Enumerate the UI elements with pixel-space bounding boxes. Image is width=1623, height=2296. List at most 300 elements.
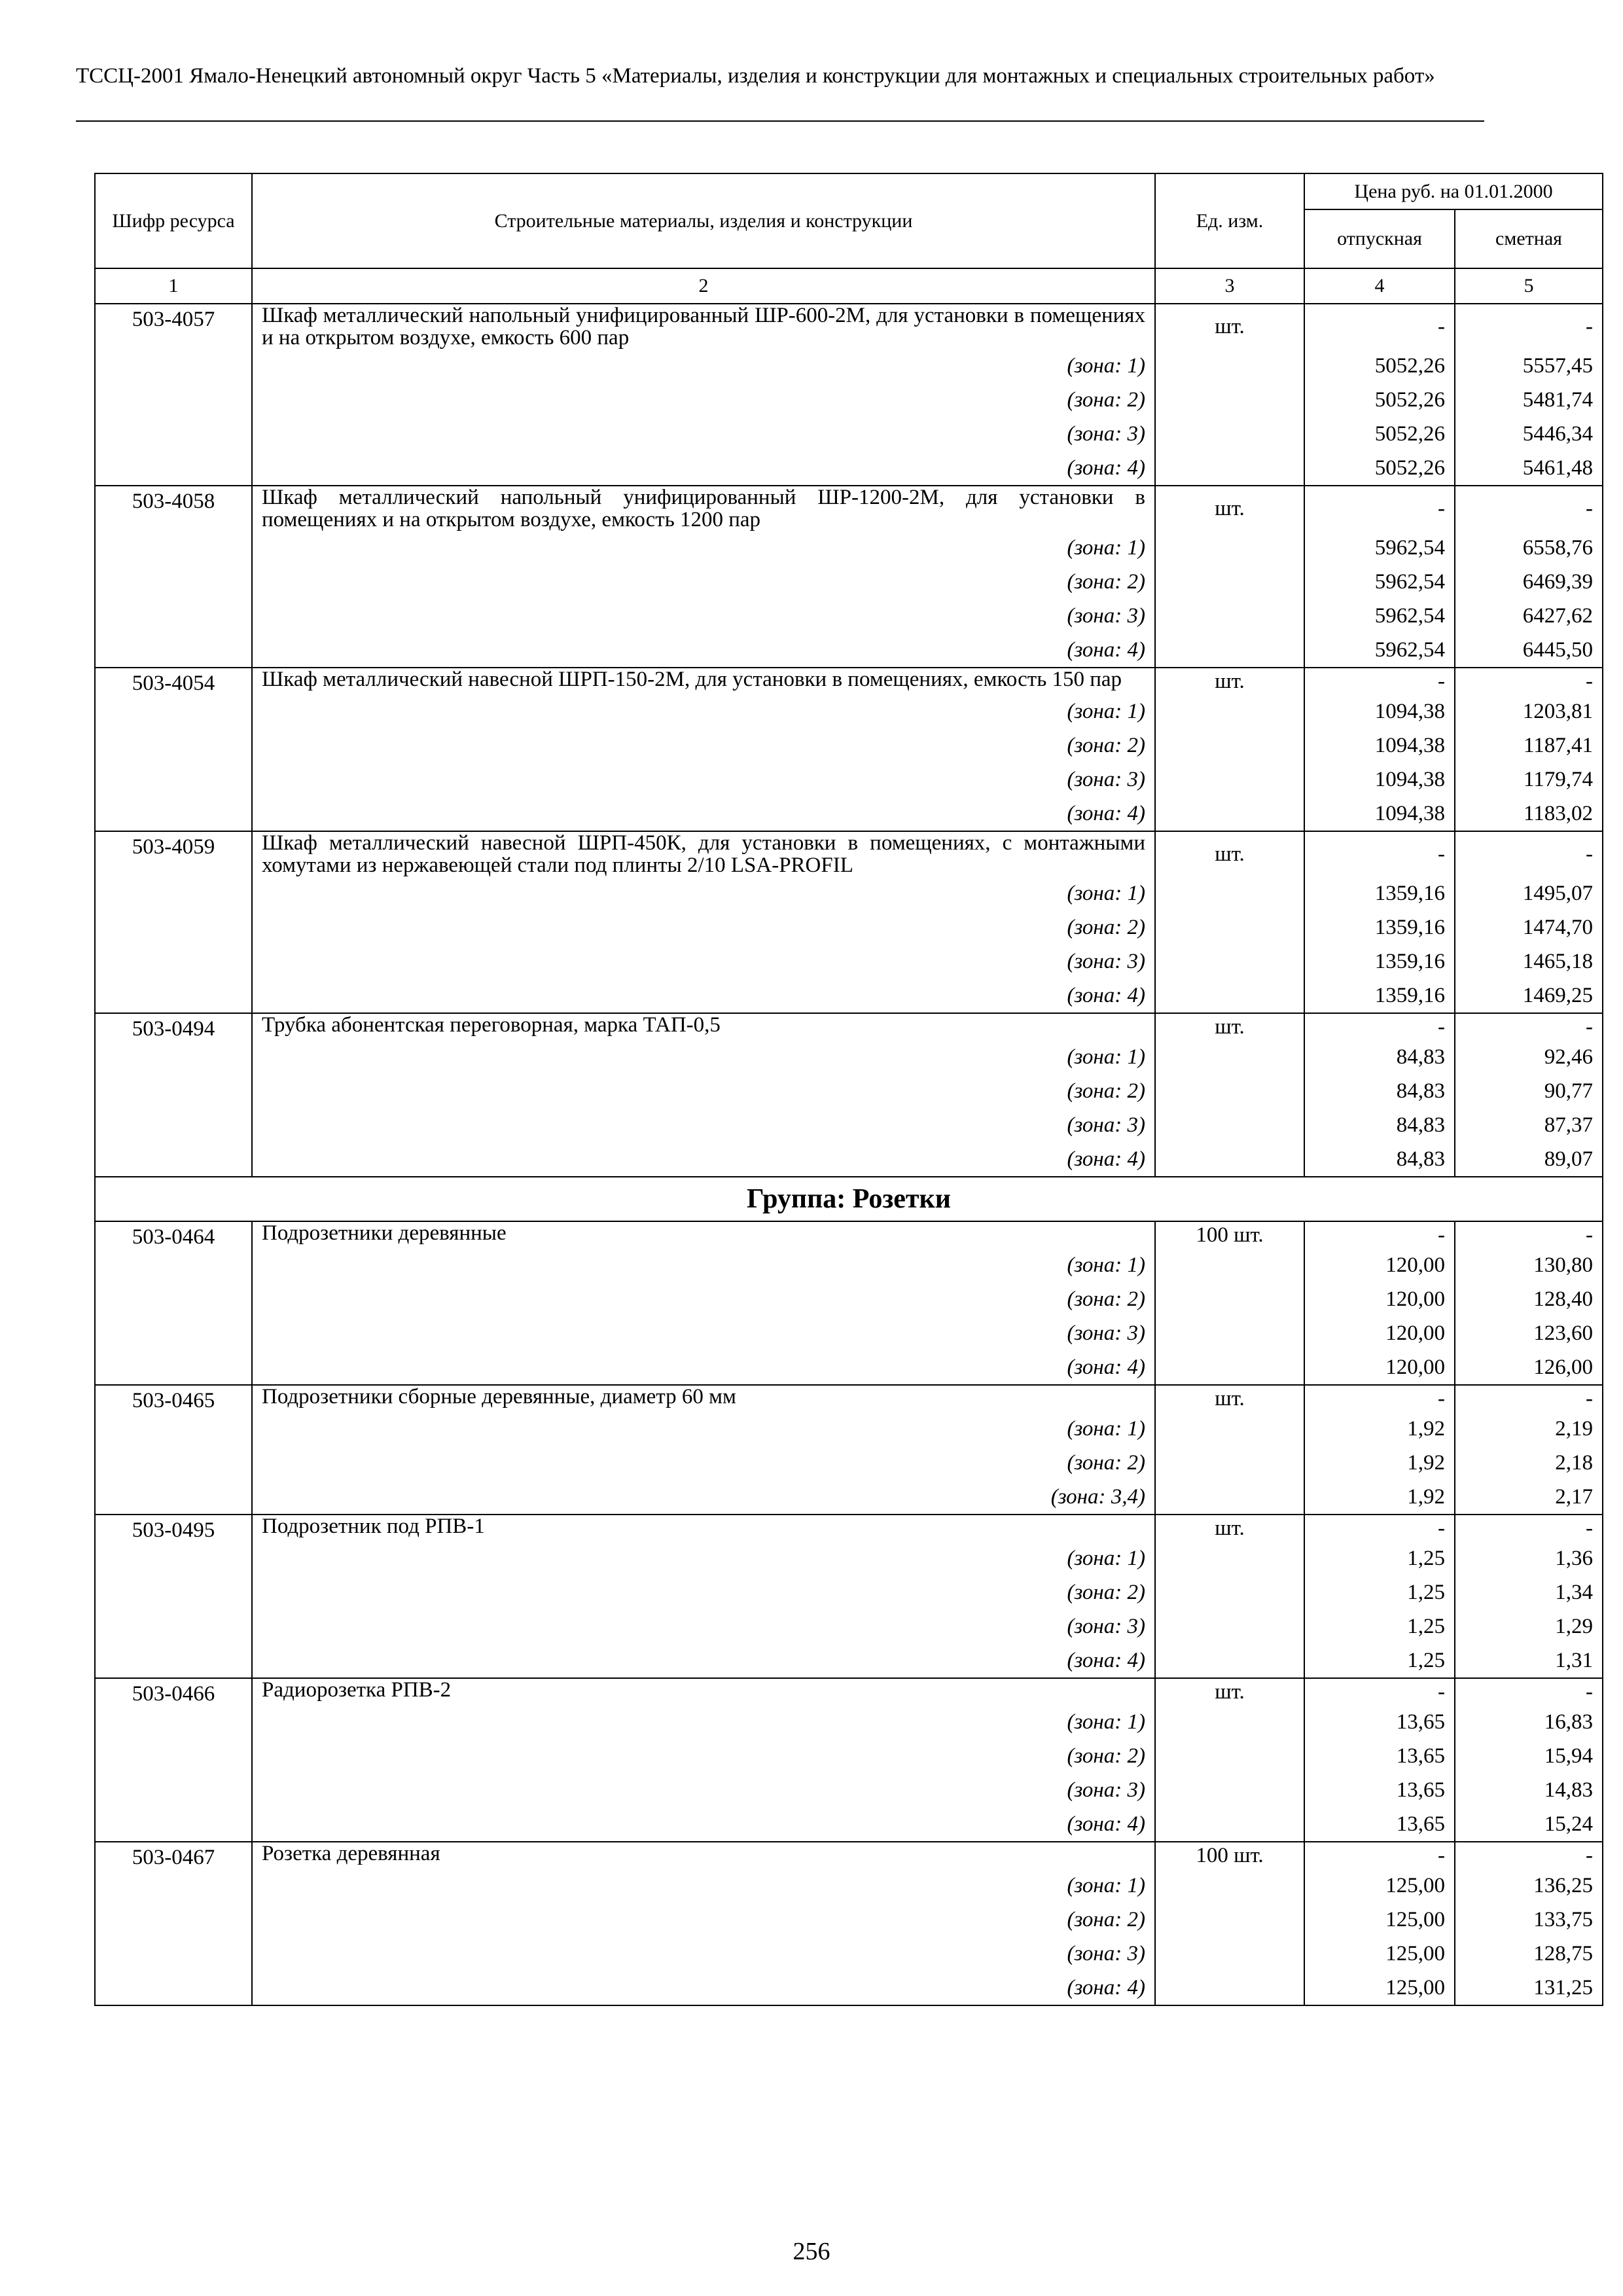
zone-label: (зона: 1) <box>252 1040 1155 1074</box>
zone-estimate-price: 5461,48 <box>1455 451 1603 486</box>
zone-release-price: 84,83 <box>1304 1040 1455 1074</box>
zone-row <box>95 910 1603 944</box>
zone-label: (зона: 1) <box>252 349 1155 383</box>
zone-label: (зона: 2) <box>252 910 1155 944</box>
zone-label: (зона: 1) <box>252 1248 1155 1282</box>
empty-cell <box>95 1108 252 1142</box>
empty-cell <box>1155 1575 1304 1609</box>
resource-code: 503-0464 <box>95 1221 252 1248</box>
empty-cell <box>1155 1773 1304 1807</box>
release-price: - <box>1304 1515 1455 1541</box>
empty-cell <box>1155 1108 1304 1142</box>
zone-estimate-price: 136,25 <box>1455 1869 1603 1903</box>
column-number: 2 <box>252 268 1155 304</box>
empty-cell <box>95 1446 252 1480</box>
zone-release-price: 5052,26 <box>1304 451 1455 486</box>
zone-row <box>95 1971 1603 2005</box>
estimate-price: - <box>1455 831 1603 876</box>
document-header-title: ТССЦ-2001 Ямало-Ненецкий автономный округ Часть 5 «Материалы, изделия и конструкции для монтажных и специальных строительных работ» <box>76 64 1435 88</box>
zone-release-price: 5962,54 <box>1304 633 1455 668</box>
zone-label: (зона: 3) <box>252 1609 1155 1643</box>
zone-label: (зона: 1) <box>252 1412 1155 1446</box>
zone-row <box>95 349 1603 383</box>
unit-of-measure: шт. <box>1155 1515 1304 1541</box>
item-block <box>95 1678 1603 1842</box>
zone-release-price: 1359,16 <box>1304 978 1455 1013</box>
zone-release-price: 1,92 <box>1304 1480 1455 1515</box>
zone-row <box>95 1739 1603 1773</box>
zone-row <box>95 565 1603 599</box>
estimate-price: - <box>1455 1385 1603 1412</box>
zone-estimate-price: 128,75 <box>1455 1937 1603 1971</box>
header-divider <box>76 120 1484 122</box>
empty-cell <box>1155 1142 1304 1177</box>
zone-row <box>95 876 1603 910</box>
zone-row <box>95 417 1603 451</box>
zone-row <box>95 1869 1603 1903</box>
zone-release-price: 5052,26 <box>1304 383 1455 417</box>
zone-label: (зона: 4) <box>252 1142 1155 1177</box>
zone-label: (зона: 2) <box>252 1903 1155 1937</box>
zone-estimate-price: 1465,18 <box>1455 944 1603 978</box>
zone-row <box>95 797 1603 831</box>
estimate-price: - <box>1455 486 1603 531</box>
zone-estimate-price: 1183,02 <box>1455 797 1603 831</box>
empty-cell <box>95 944 252 978</box>
item-block <box>95 1842 1603 2005</box>
release-price: - <box>1304 486 1455 531</box>
zone-row <box>95 944 1603 978</box>
release-price: - <box>1304 1013 1455 1040</box>
material-name: Трубка абонентская переговорная, марка ТАП-0,5 <box>252 1013 1155 1040</box>
zone-row <box>95 1575 1603 1609</box>
empty-cell <box>1155 599 1304 633</box>
resource-code: 503-4058 <box>95 486 252 531</box>
estimate-price: - <box>1455 1678 1603 1705</box>
zone-release-price: 120,00 <box>1304 1248 1455 1282</box>
empty-cell <box>1155 694 1304 728</box>
zone-estimate-price: 133,75 <box>1455 1903 1603 1937</box>
empty-cell <box>95 1807 252 1842</box>
estimate-price: - <box>1455 304 1603 349</box>
unit-of-measure: 100 шт. <box>1155 1842 1304 1869</box>
zone-row <box>95 383 1603 417</box>
zone-row <box>95 978 1603 1013</box>
empty-cell <box>95 1869 252 1903</box>
zone-row <box>95 1541 1603 1575</box>
table-row <box>95 1221 1603 1248</box>
zone-row <box>95 694 1603 728</box>
material-name: Шкаф металлический напольный унифицированный ШР-600-2М, для установки в помещениях и на открытом воздухе, емкость 600 пар <box>252 304 1155 349</box>
empty-cell <box>1155 417 1304 451</box>
empty-cell <box>1155 1705 1304 1739</box>
empty-cell <box>1155 1040 1304 1074</box>
item-block <box>95 1221 1603 1385</box>
empty-cell <box>1155 633 1304 668</box>
empty-cell <box>1155 762 1304 797</box>
zone-estimate-price: 1495,07 <box>1455 876 1603 910</box>
empty-cell <box>95 349 252 383</box>
empty-cell <box>1155 1807 1304 1842</box>
zone-estimate-price: 2,18 <box>1455 1446 1603 1480</box>
zone-estimate-price: 14,83 <box>1455 1773 1603 1807</box>
zone-label: (зона: 3,4) <box>252 1480 1155 1515</box>
estimate-price: - <box>1455 1842 1603 1869</box>
empty-cell <box>95 531 252 565</box>
empty-cell <box>95 978 252 1013</box>
zone-row <box>95 1609 1603 1643</box>
zone-label: (зона: 1) <box>252 694 1155 728</box>
group-title: Группа: Розетки <box>95 1177 1603 1221</box>
zone-release-price: 1,92 <box>1304 1446 1455 1480</box>
zone-label: (зона: 4) <box>252 797 1155 831</box>
item-block <box>95 1385 1603 1515</box>
zone-row <box>95 1248 1603 1282</box>
empty-cell <box>1155 383 1304 417</box>
material-name: Розетка деревянная <box>252 1842 1155 1869</box>
estimate-price: - <box>1455 1515 1603 1541</box>
zone-row <box>95 1412 1603 1446</box>
zone-estimate-price: 2,17 <box>1455 1480 1603 1515</box>
empty-cell <box>1155 1412 1304 1446</box>
zone-label: (зона: 3) <box>252 599 1155 633</box>
empty-cell <box>1155 1350 1304 1385</box>
zone-label: (зона: 1) <box>252 1869 1155 1903</box>
zone-row <box>95 1282 1603 1316</box>
zone-estimate-price: 131,25 <box>1455 1971 1603 2005</box>
empty-cell <box>95 1412 252 1446</box>
empty-cell <box>1155 1480 1304 1515</box>
group-section <box>95 1177 1603 1221</box>
price-table-header <box>95 173 1603 304</box>
zone-label: (зона: 1) <box>252 531 1155 565</box>
empty-cell <box>95 728 252 762</box>
column-number: 5 <box>1455 268 1603 304</box>
empty-cell <box>95 633 252 668</box>
zone-release-price: 5052,26 <box>1304 417 1455 451</box>
zone-estimate-price: 89,07 <box>1455 1142 1603 1177</box>
empty-cell <box>95 1074 252 1108</box>
empty-cell <box>95 1705 252 1739</box>
zone-row <box>95 1643 1603 1678</box>
zone-release-price: 13,65 <box>1304 1773 1455 1807</box>
unit-of-measure: шт. <box>1155 668 1304 694</box>
zone-row <box>95 1903 1603 1937</box>
zone-label: (зона: 3) <box>252 1937 1155 1971</box>
empty-cell <box>1155 1903 1304 1937</box>
column-number: 4 <box>1304 268 1455 304</box>
table-row <box>95 1385 1603 1412</box>
zone-label: (зона: 1) <box>252 1541 1155 1575</box>
zone-label: (зона: 1) <box>252 1705 1155 1739</box>
empty-cell <box>1155 1609 1304 1643</box>
unit-of-measure: шт. <box>1155 1385 1304 1412</box>
zone-estimate-price: 15,94 <box>1455 1739 1603 1773</box>
zone-label: (зона: 1) <box>252 876 1155 910</box>
zone-row <box>95 728 1603 762</box>
resource-code: 503-0495 <box>95 1515 252 1541</box>
zone-row <box>95 1074 1603 1108</box>
material-name: Подрозетники сборные деревянные, диаметр 60 мм <box>252 1385 1155 1412</box>
zone-release-price: 120,00 <box>1304 1350 1455 1385</box>
empty-cell <box>1155 565 1304 599</box>
zone-label: (зона: 2) <box>252 1446 1155 1480</box>
zone-estimate-price: 1203,81 <box>1455 694 1603 728</box>
empty-cell <box>95 565 252 599</box>
zone-row <box>95 599 1603 633</box>
empty-cell <box>1155 1937 1304 1971</box>
empty-cell <box>95 1773 252 1807</box>
zone-estimate-price: 1187,41 <box>1455 728 1603 762</box>
column-header-code: Шифр ресурса <box>95 173 252 268</box>
zone-label: (зона: 4) <box>252 1643 1155 1678</box>
resource-code: 503-4057 <box>95 304 252 349</box>
release-price: - <box>1304 668 1455 694</box>
empty-cell <box>95 1971 252 2005</box>
empty-cell <box>95 1937 252 1971</box>
zone-estimate-price: 6427,62 <box>1455 599 1603 633</box>
item-block <box>95 831 1603 1013</box>
empty-cell <box>95 1903 252 1937</box>
zone-row <box>95 1350 1603 1385</box>
item-block <box>95 486 1603 668</box>
zone-release-price: 1,25 <box>1304 1643 1455 1678</box>
zone-row <box>95 1108 1603 1142</box>
empty-cell <box>1155 797 1304 831</box>
empty-cell <box>95 694 252 728</box>
zone-estimate-price: 1,31 <box>1455 1643 1603 1678</box>
release-price: - <box>1304 1385 1455 1412</box>
table-row <box>95 486 1603 531</box>
zone-label: (зона: 2) <box>252 1739 1155 1773</box>
zone-estimate-price: 5481,74 <box>1455 383 1603 417</box>
zone-label: (зона: 4) <box>252 633 1155 668</box>
empty-cell <box>95 1040 252 1074</box>
empty-cell <box>95 1575 252 1609</box>
empty-cell <box>1155 1971 1304 2005</box>
column-header-release-price: отпускная <box>1304 209 1455 268</box>
item-block <box>95 304 1603 486</box>
item-block <box>95 1013 1603 1177</box>
zone-label: (зона: 2) <box>252 1074 1155 1108</box>
table-row <box>95 304 1603 349</box>
empty-cell <box>95 762 252 797</box>
zone-label: (зона: 4) <box>252 1971 1155 2005</box>
zone-release-price: 125,00 <box>1304 1937 1455 1971</box>
zone-estimate-price: 15,24 <box>1455 1807 1603 1842</box>
zone-estimate-price: 2,19 <box>1455 1412 1603 1446</box>
zone-estimate-price: 90,77 <box>1455 1074 1603 1108</box>
column-header-price-group: Цена руб. на 01.01.2000 <box>1304 173 1603 209</box>
empty-cell <box>95 797 252 831</box>
empty-cell <box>95 1350 252 1385</box>
zone-row <box>95 451 1603 486</box>
material-name: Шкаф металлический напольный унифицированный ШР-1200-2М, для установки в помещениях и на открытом воздухе, емкость 1200 пар <box>252 486 1155 531</box>
zone-release-price: 13,65 <box>1304 1807 1455 1842</box>
zone-release-price: 1094,38 <box>1304 762 1455 797</box>
zone-release-price: 84,83 <box>1304 1074 1455 1108</box>
empty-cell <box>95 1609 252 1643</box>
zone-release-price: 5052,26 <box>1304 349 1455 383</box>
empty-cell <box>95 383 252 417</box>
zone-estimate-price: 1469,25 <box>1455 978 1603 1013</box>
resource-code: 503-0465 <box>95 1385 252 1412</box>
estimate-price: - <box>1455 668 1603 694</box>
empty-cell <box>1155 1869 1304 1903</box>
zone-row <box>95 1316 1603 1350</box>
empty-cell <box>1155 1316 1304 1350</box>
zone-label: (зона: 2) <box>252 1575 1155 1609</box>
empty-cell <box>1155 944 1304 978</box>
zone-row <box>95 1480 1603 1515</box>
unit-of-measure: шт. <box>1155 1013 1304 1040</box>
zone-estimate-price: 130,80 <box>1455 1248 1603 1282</box>
zone-estimate-price: 6469,39 <box>1455 565 1603 599</box>
empty-cell <box>95 1480 252 1515</box>
empty-cell <box>95 1541 252 1575</box>
zone-row <box>95 633 1603 668</box>
zone-label: (зона: 2) <box>252 383 1155 417</box>
material-name: Шкаф металлический навесной ШРП-450К, для установки в помещениях, с монтажными хомутами из нержавеющей стали под плинты 2/10 LSA-PROFIL <box>252 831 1155 876</box>
zone-estimate-price: 6558,76 <box>1455 531 1603 565</box>
release-price: - <box>1304 1221 1455 1248</box>
zone-row <box>95 531 1603 565</box>
empty-cell <box>95 1643 252 1678</box>
zone-row <box>95 1040 1603 1074</box>
zone-release-price: 84,83 <box>1304 1108 1455 1142</box>
empty-cell <box>1155 876 1304 910</box>
empty-cell <box>1155 1074 1304 1108</box>
zone-release-price: 1359,16 <box>1304 876 1455 910</box>
zone-label: (зона: 4) <box>252 1350 1155 1385</box>
material-name: Подрозетник под РПВ-1 <box>252 1515 1155 1541</box>
zone-estimate-price: 5557,45 <box>1455 349 1603 383</box>
zone-release-price: 1359,16 <box>1304 910 1455 944</box>
release-price: - <box>1304 831 1455 876</box>
zone-release-price: 84,83 <box>1304 1142 1455 1177</box>
zone-estimate-price: 87,37 <box>1455 1108 1603 1142</box>
empty-cell <box>1155 1248 1304 1282</box>
empty-cell <box>95 1739 252 1773</box>
empty-cell <box>95 1316 252 1350</box>
zone-release-price: 120,00 <box>1304 1282 1455 1316</box>
material-name: Шкаф металлический навесной ШРП-150-2М, для установки в помещениях, емкость 150 пар <box>252 668 1155 694</box>
column-header-unit: Ед. изм. <box>1155 173 1304 268</box>
estimate-price: - <box>1455 1221 1603 1248</box>
zone-release-price: 120,00 <box>1304 1316 1455 1350</box>
resource-code: 503-0466 <box>95 1678 252 1705</box>
table-row <box>95 1515 1603 1541</box>
zone-release-price: 1,92 <box>1304 1412 1455 1446</box>
zone-release-price: 1,25 <box>1304 1609 1455 1643</box>
zone-label: (зона: 2) <box>252 565 1155 599</box>
empty-cell <box>1155 531 1304 565</box>
empty-cell <box>1155 728 1304 762</box>
empty-cell <box>1155 349 1304 383</box>
unit-of-measure: шт. <box>1155 831 1304 876</box>
zone-estimate-price: 6445,50 <box>1455 633 1603 668</box>
empty-cell <box>95 417 252 451</box>
zone-label: (зона: 3) <box>252 1773 1155 1807</box>
zone-release-price: 5962,54 <box>1304 599 1455 633</box>
table-row <box>95 1013 1603 1040</box>
zone-row <box>95 1446 1603 1480</box>
resource-code: 503-4059 <box>95 831 252 876</box>
resource-code: 503-4054 <box>95 668 252 694</box>
empty-cell <box>95 599 252 633</box>
column-number: 1 <box>95 268 252 304</box>
zone-estimate-price: 123,60 <box>1455 1316 1603 1350</box>
zone-label: (зона: 3) <box>252 1316 1155 1350</box>
empty-cell <box>1155 451 1304 486</box>
zone-row <box>95 1773 1603 1807</box>
zone-release-price: 13,65 <box>1304 1739 1455 1773</box>
empty-cell <box>1155 1282 1304 1316</box>
release-price: - <box>1304 1678 1455 1705</box>
item-block <box>95 668 1603 831</box>
empty-cell <box>1155 1541 1304 1575</box>
material-name: Радиорозетка РПВ-2 <box>252 1678 1155 1705</box>
empty-cell <box>95 1248 252 1282</box>
empty-cell <box>95 910 252 944</box>
unit-of-measure: шт. <box>1155 486 1304 531</box>
zone-label: (зона: 3) <box>252 944 1155 978</box>
zone-row <box>95 1142 1603 1177</box>
zone-estimate-price: 1474,70 <box>1455 910 1603 944</box>
zone-release-price: 1094,38 <box>1304 694 1455 728</box>
column-header-estimate-price: сметная <box>1455 209 1603 268</box>
unit-of-measure: 100 шт. <box>1155 1221 1304 1248</box>
empty-cell <box>95 1142 252 1177</box>
zone-label: (зона: 3) <box>252 417 1155 451</box>
zone-label: (зона: 2) <box>252 728 1155 762</box>
column-header-name: Строительные материалы, изделия и конструкции <box>252 173 1155 268</box>
column-numbers-row <box>95 268 1603 304</box>
zone-estimate-price: 1,29 <box>1455 1609 1603 1643</box>
empty-cell <box>1155 1739 1304 1773</box>
empty-cell <box>95 451 252 486</box>
empty-cell <box>95 1282 252 1316</box>
zone-label: (зона: 4) <box>252 978 1155 1013</box>
release-price: - <box>1304 304 1455 349</box>
zone-row <box>95 1705 1603 1739</box>
zone-label: (зона: 3) <box>252 762 1155 797</box>
unit-of-measure: шт. <box>1155 304 1304 349</box>
zone-estimate-price: 1179,74 <box>1455 762 1603 797</box>
zone-release-price: 5962,54 <box>1304 565 1455 599</box>
material-name: Подрозетники деревянные <box>252 1221 1155 1248</box>
column-number: 3 <box>1155 268 1304 304</box>
zone-release-price: 125,00 <box>1304 1869 1455 1903</box>
zone-estimate-price: 16,83 <box>1455 1705 1603 1739</box>
table-row <box>95 1678 1603 1705</box>
zone-release-price: 5962,54 <box>1304 531 1455 565</box>
empty-cell <box>1155 1643 1304 1678</box>
zone-label: (зона: 4) <box>252 1807 1155 1842</box>
table-row <box>95 831 1603 876</box>
zone-row <box>95 1937 1603 1971</box>
zone-label: (зона: 3) <box>252 1108 1155 1142</box>
zone-estimate-price: 126,00 <box>1455 1350 1603 1385</box>
resource-code: 503-0494 <box>95 1013 252 1040</box>
zone-row <box>95 762 1603 797</box>
zone-estimate-price: 1,36 <box>1455 1541 1603 1575</box>
page-number: 256 <box>793 2238 830 2265</box>
release-price: - <box>1304 1842 1455 1869</box>
estimate-price: - <box>1455 1013 1603 1040</box>
zone-release-price: 1,25 <box>1304 1541 1455 1575</box>
zone-estimate-price: 128,40 <box>1455 1282 1603 1316</box>
